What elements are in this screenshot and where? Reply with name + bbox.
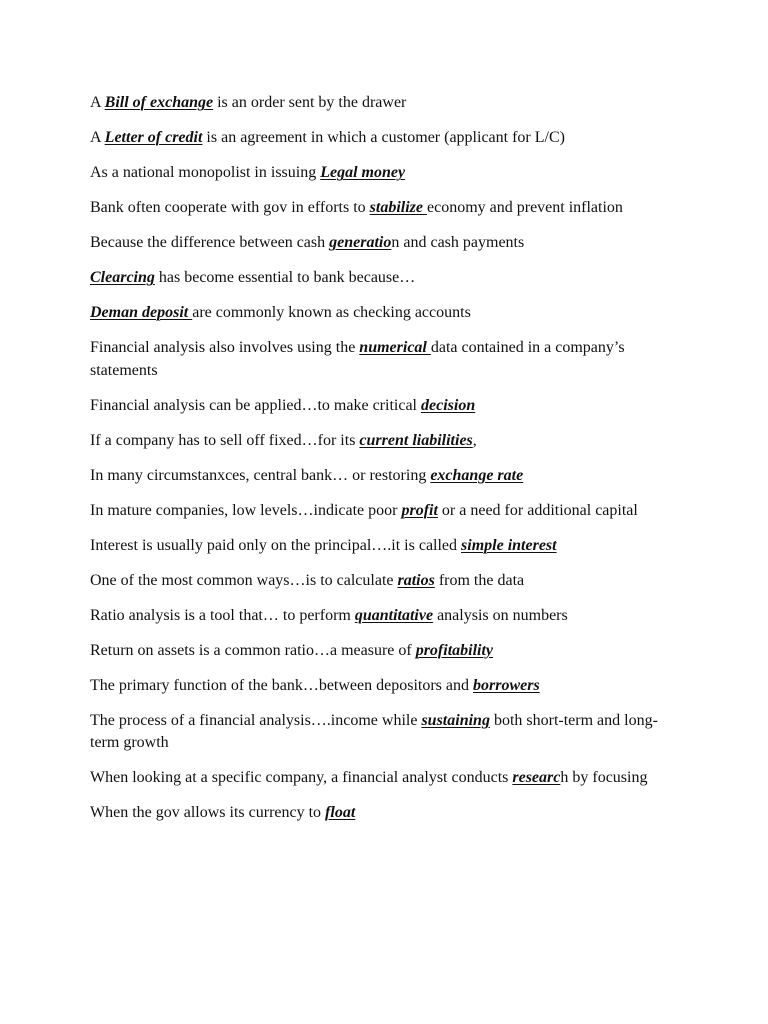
paragraph <box>90 605 680 628</box>
paragraph-text: n and cash payments <box>391 234 525 251</box>
paragraph-text: When looking at a specific company, a financial analyst conducts <box>90 769 513 786</box>
key-term: Bill of exchange <box>104 94 214 111</box>
paragraph <box>90 302 680 325</box>
key-term: current liabilities <box>359 431 473 449</box>
paragraph-text: , <box>472 431 477 449</box>
paragraph <box>90 675 680 698</box>
paragraph <box>90 710 680 755</box>
paragraph-text: Because the difference between cash <box>90 234 330 251</box>
paragraph <box>90 92 680 115</box>
paragraph <box>90 267 680 290</box>
key-term: quantitative <box>354 606 434 624</box>
paragraph-text: analysis on numbers <box>433 606 568 624</box>
key-term: numerical <box>359 339 431 356</box>
paragraph <box>90 640 680 663</box>
paragraph-text: If a company has to sell off fixed…for its <box>90 431 360 449</box>
paragraph-text: data contained in a company’s statements <box>90 339 625 379</box>
key-term: Deman deposit <box>90 304 193 321</box>
paragraph-text: One of the most common ways…is to calculate <box>90 571 398 589</box>
paragraph <box>90 430 680 453</box>
paragraph-text: h by focusing <box>560 769 648 786</box>
paragraph <box>90 500 680 523</box>
paragraph <box>90 802 680 825</box>
paragraph <box>90 162 680 185</box>
paragraph-text: economy and prevent inflation <box>426 199 623 216</box>
paragraph <box>90 535 680 558</box>
key-term: sustaining <box>421 711 490 729</box>
paragraph-text: The primary function of the bank…between depositors and <box>90 676 473 694</box>
paragraph-text: Return on assets is a common ratio…a measure of <box>90 641 416 659</box>
paragraph-text: A <box>90 94 105 111</box>
key-term: Letter of credit <box>104 129 203 146</box>
key-term: profit <box>401 501 438 519</box>
key-term: borrowers <box>473 676 540 694</box>
paragraph <box>90 232 680 255</box>
paragraph-text: Financial analysis can be applied…to make critical <box>90 396 421 414</box>
paragraph <box>90 465 680 488</box>
paragraph <box>90 127 680 150</box>
paragraph-text: is an order sent by the drawer <box>213 94 407 111</box>
paragraph <box>90 337 680 382</box>
paragraph <box>90 395 680 418</box>
document-body <box>90 92 680 837</box>
key-term: Clearcing <box>90 269 155 286</box>
key-term: float <box>325 804 356 821</box>
paragraph-text: both short-term and long-term growth <box>90 711 658 751</box>
key-term: simple interest <box>461 536 557 554</box>
paragraph-text: Interest is usually paid only on the principal….it is called <box>90 536 462 554</box>
key-term: exchange rate <box>430 466 524 484</box>
paragraph-text: The process of a financial analysis….income while <box>90 711 422 729</box>
paragraph-text: Ratio analysis is a tool that… to perform <box>90 606 355 624</box>
key-term: generatio <box>329 234 392 251</box>
paragraph-text: has become essential to bank because… <box>154 269 416 286</box>
key-term: decision <box>421 396 476 414</box>
key-term: profitability <box>415 641 494 659</box>
key-term: researc <box>512 769 561 786</box>
paragraph-text: As a national monopolist in issuing <box>90 164 321 181</box>
paragraph <box>90 767 680 790</box>
paragraph <box>90 197 680 220</box>
key-term: ratios <box>397 571 435 589</box>
paragraph-text: In many circumstanxces, central bank… or restoring <box>90 466 431 484</box>
paragraph-text: Financial analysis also involves using the <box>90 339 360 356</box>
paragraph-text: or a need for additional capital <box>437 501 638 519</box>
paragraph <box>90 570 680 593</box>
paragraph-text: Bank often cooperate with gov in efforts to <box>90 199 370 216</box>
paragraph-text: is an agreement in which a customer (applicant for L/C) <box>202 129 565 146</box>
paragraph-text: from the data <box>434 571 525 589</box>
paragraph-text: In mature companies, low levels…indicate poor <box>90 501 402 519</box>
paragraph-text: When the gov allows its currency to <box>90 804 326 821</box>
paragraph-text: are commonly known as checking accounts <box>192 304 471 321</box>
key-term: Legal money <box>320 164 406 181</box>
paragraph-text: A <box>90 129 105 146</box>
key-term: stabilize <box>369 199 427 216</box>
